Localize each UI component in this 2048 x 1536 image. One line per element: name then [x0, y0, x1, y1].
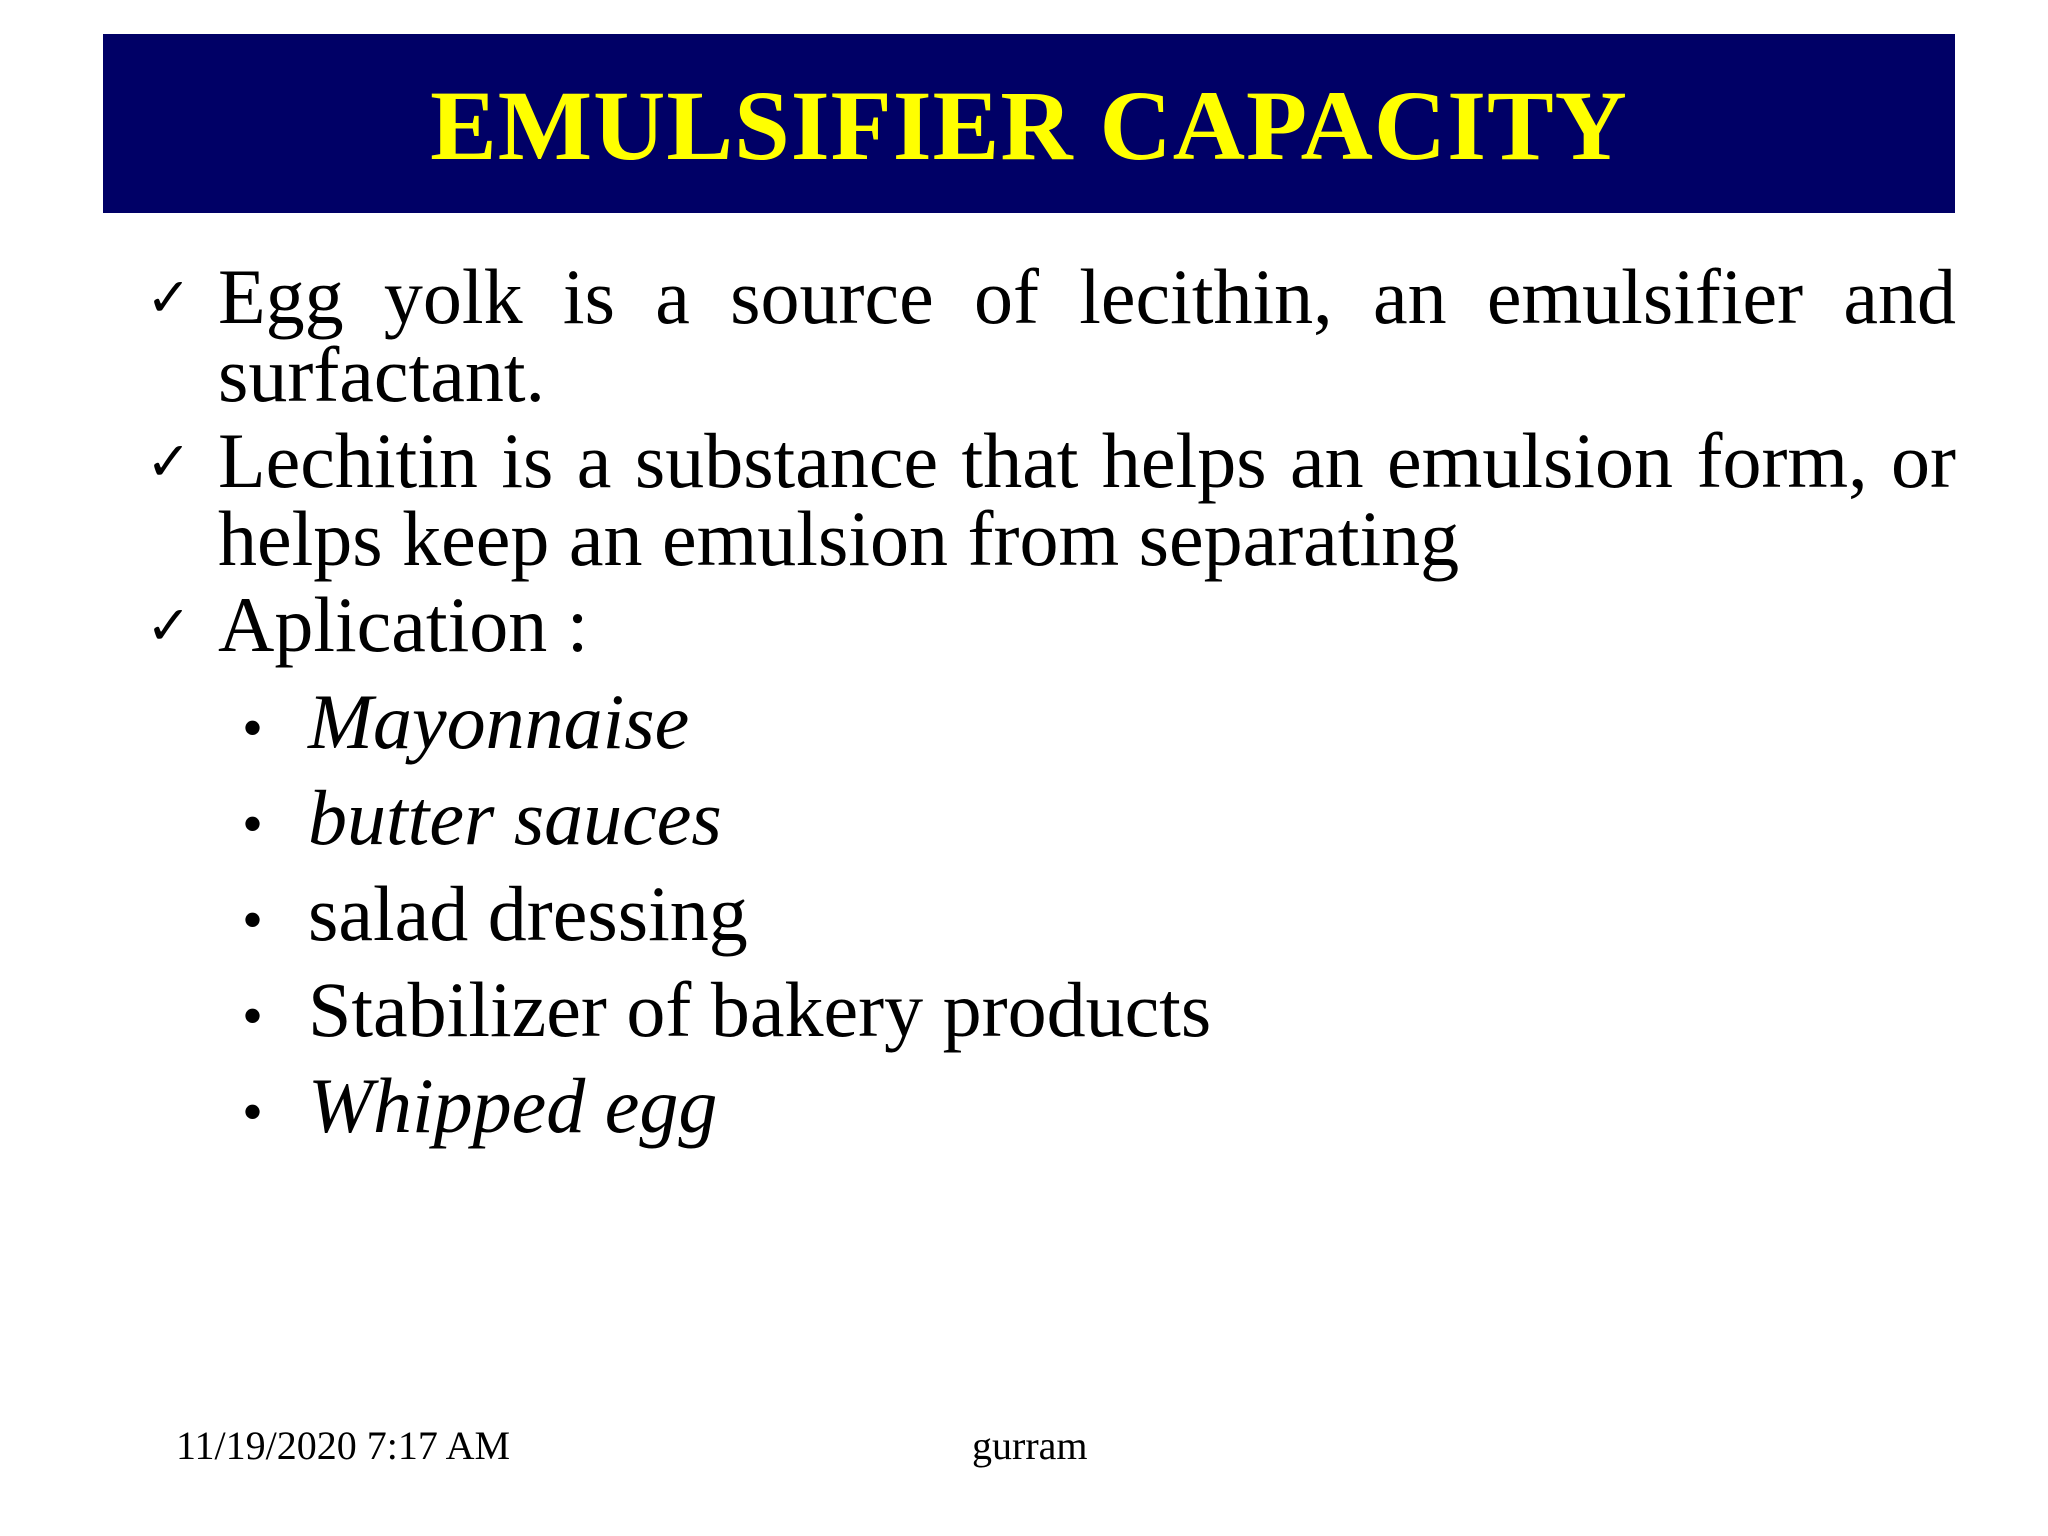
- list-item: [146, 962, 1956, 1058]
- application-text: Stabilizer of bakery products: [308, 966, 1212, 1053]
- check-item-text: Lechitin is a substance that helps an emulsion form, or helps keep an emulsion from separating: [218, 417, 1956, 582]
- bullet-icon: •: [242, 695, 264, 761]
- list-item: [146, 1058, 1956, 1154]
- check-item: [146, 581, 1956, 668]
- application-list: [146, 674, 1956, 1154]
- application-text: Mayonnaise: [308, 678, 690, 765]
- bullet-icon: •: [242, 791, 264, 857]
- check-item-text: Aplication :: [218, 581, 589, 668]
- list-item: [146, 674, 1956, 770]
- bullet-icon: •: [242, 887, 264, 953]
- check-item: [146, 253, 1956, 418]
- bullet-icon: •: [242, 983, 264, 1049]
- slide-content: [146, 253, 1956, 1154]
- checkmark-icon: ✓: [146, 430, 192, 493]
- check-item: [146, 417, 1956, 582]
- application-text: Whipped egg: [308, 1062, 718, 1149]
- list-item: [146, 770, 1956, 866]
- application-text: butter sauces: [308, 774, 722, 861]
- footer-author: gurram: [972, 1423, 1088, 1468]
- checkmark-icon: ✓: [146, 594, 192, 657]
- application-text: salad dressing: [308, 870, 748, 957]
- check-item-text: Egg yolk is a source of lecithin, an emulsifier and surfactant.: [218, 253, 1956, 418]
- slide-title: EMULSIFIER CAPACITY: [430, 69, 1628, 181]
- list-item: [146, 866, 1956, 962]
- title-bar: [103, 34, 1955, 213]
- footer-date: 11/19/2020 7:17 AM: [176, 1423, 511, 1468]
- checkmark-icon: ✓: [146, 266, 192, 329]
- bullet-icon: •: [242, 1079, 264, 1145]
